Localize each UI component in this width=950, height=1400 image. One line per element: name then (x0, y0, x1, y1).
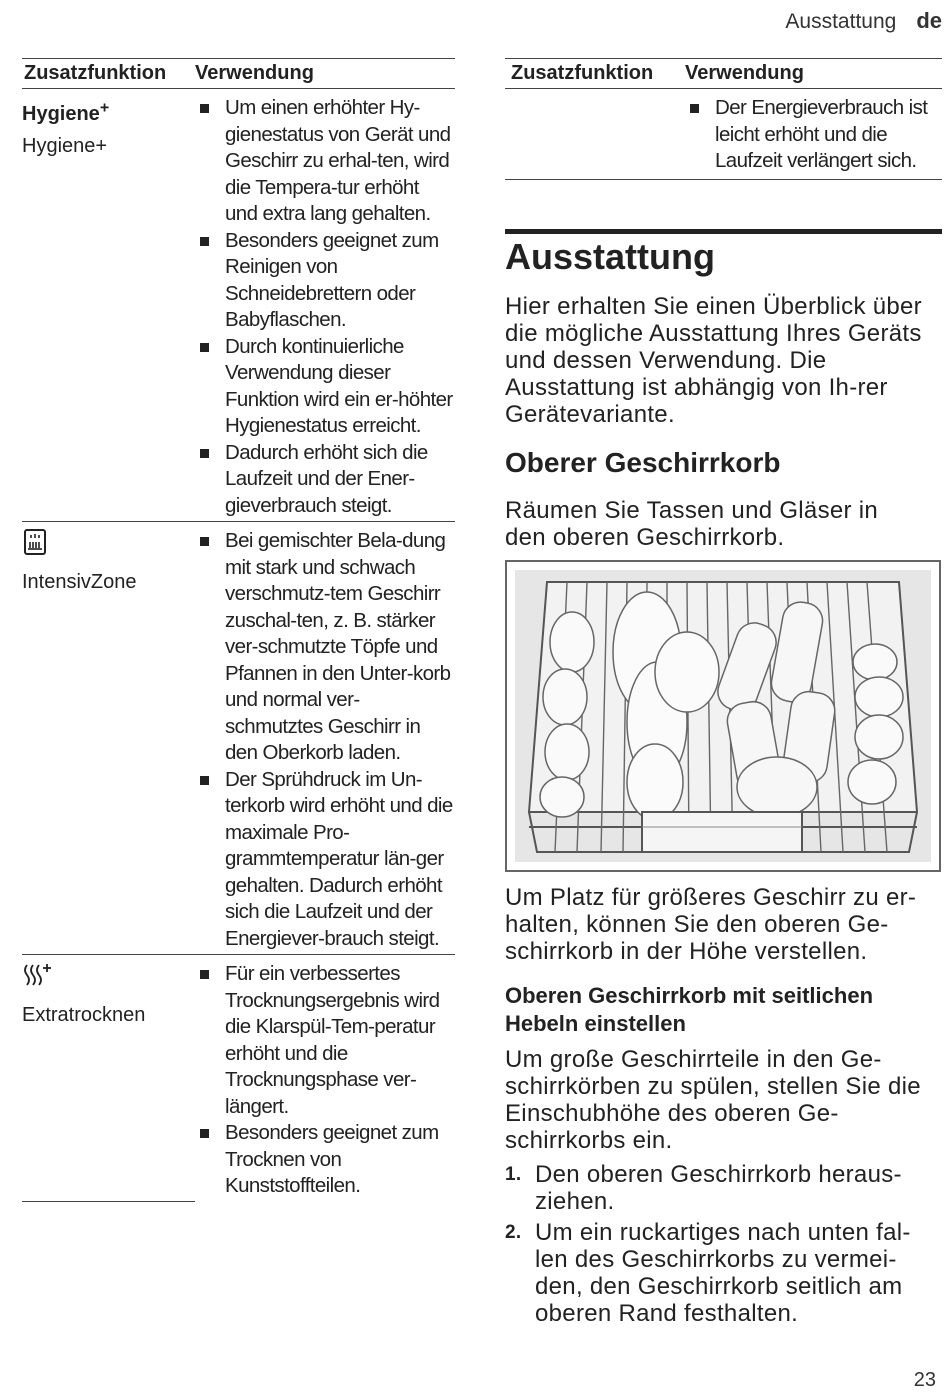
step-text: Um ein ruckartiges nach unten fal-len des Geschirrkorbs zu vermei-den, den Geschirrkorb seitlich am oberen Rand festhalten. (535, 1219, 911, 1327)
step-number: 2. (505, 1222, 522, 1243)
list-item: Der Energieverbrauch ist leicht erhöht und die Laufzeit verlängert sich. (685, 95, 942, 175)
list-item: Um einen erhöhter Hy-gienestatus von Gerät und Geschirr zu erhal-ten, wird die Tempera-tur erhöht und extra lang gehalten. (195, 95, 455, 228)
subsubsection-title: Oberen Geschirrkorb mit seitlichen Hebeln einstellen (505, 983, 874, 1036)
step-text: Den oberen Geschirrkorb heraus-ziehen. (535, 1161, 902, 1215)
usage-list (685, 95, 942, 175)
intensivzone-icon (22, 528, 48, 563)
step-number: 1. (505, 1164, 522, 1185)
usage-list (195, 95, 455, 519)
table-header-usage: Verwendung (195, 59, 455, 89)
hygiene-plus-icon: Hygiene+ (22, 99, 110, 125)
usage-list (195, 961, 455, 1200)
table-header-usage: Verwendung (685, 59, 942, 89)
page-header (785, 8, 942, 34)
table-left (22, 58, 455, 1202)
list-item (505, 1219, 930, 1327)
subsection-text: Räumen Sie Tassen und Gläser in den oberen Geschirrkorb. (505, 497, 879, 551)
section-intro: Hier erhalten Sie einen Überblick über die mögliche Ausstattung Ihres Geräts und dessen Verwendung. Die Ausstattung ist abhängig von Ih-rer Gerätevariante. (505, 293, 922, 428)
list-item: Bei gemischter Bela-dung mit stark und schwach verschmutz-tem Geschirr zuschal-ten, z. B. stärker ver-schmutzte Töpfe und Pfannen in den Unter-korb und normal ver-schmutztes Geschirr in den Oberkorb laden. (195, 528, 455, 767)
list-item: Für ein verbessertes Trocknungsergebnis wird die Klarspül-Tem-peratur erhöht und die Trocknungsphase ver-längert. (195, 961, 455, 1120)
function-name: Hygiene+ (22, 134, 108, 157)
extratrocknen-icon (22, 961, 56, 996)
table-row (22, 89, 455, 522)
list-item: Besonders geeignet zum Trocknen von Kunststoffteilen. (195, 1120, 455, 1200)
table-header-function: Zusatzfunktion (22, 59, 195, 89)
header-language: de (916, 8, 942, 33)
after-image-text: Um Platz für größeres Geschirr zu er-halten, können Sie den oberen Ge-schirrkorb in der Höhe verstellen. (505, 884, 917, 965)
table-header-function: Zusatzfunktion (505, 59, 685, 89)
steps-list (505, 1161, 930, 1327)
section-title: Ausstattung (505, 236, 715, 277)
page-number: 23 (913, 1369, 936, 1391)
upper-basket-illustration (505, 560, 941, 872)
header-section-title: Ausstattung (785, 10, 897, 33)
table-row (22, 522, 455, 955)
function-name: Extratrocknen (22, 1004, 146, 1026)
list-item: Durch kontinuierliche Verwendung dieser Funktion wird ein er-höhter Hygienestatus erreicht. (195, 334, 455, 440)
subsection-title: Oberer Geschirrkorb (505, 447, 781, 478)
usage-list (195, 528, 455, 952)
list-item: Besonders geeignet zum Reinigen von Schneidebrettern oder Babyflaschen. (195, 228, 455, 334)
table-row (22, 955, 455, 1202)
list-item: Dadurch erhöht sich die Laufzeit und der Ener-gieverbrauch steigt. (195, 440, 455, 520)
list-item (505, 1161, 930, 1215)
section-rule (505, 229, 942, 234)
subsubsection-text: Um große Geschirrteile in den Ge-schirrkörben zu spülen, stellen Sie die Einschubhöhe des oberen Ge-schirrkorbs ein. (505, 1046, 921, 1154)
function-name: IntensivZone (22, 571, 137, 593)
table-right (505, 58, 942, 180)
table-row (505, 89, 942, 180)
list-item: Der Sprühdruck im Un-terkorb wird erhöht und die maximale Pro-grammtemperatur län-ger gehalten. Dadurch erhöht sich die Laufzeit und der Energiever-brauch steigt. (195, 767, 455, 953)
